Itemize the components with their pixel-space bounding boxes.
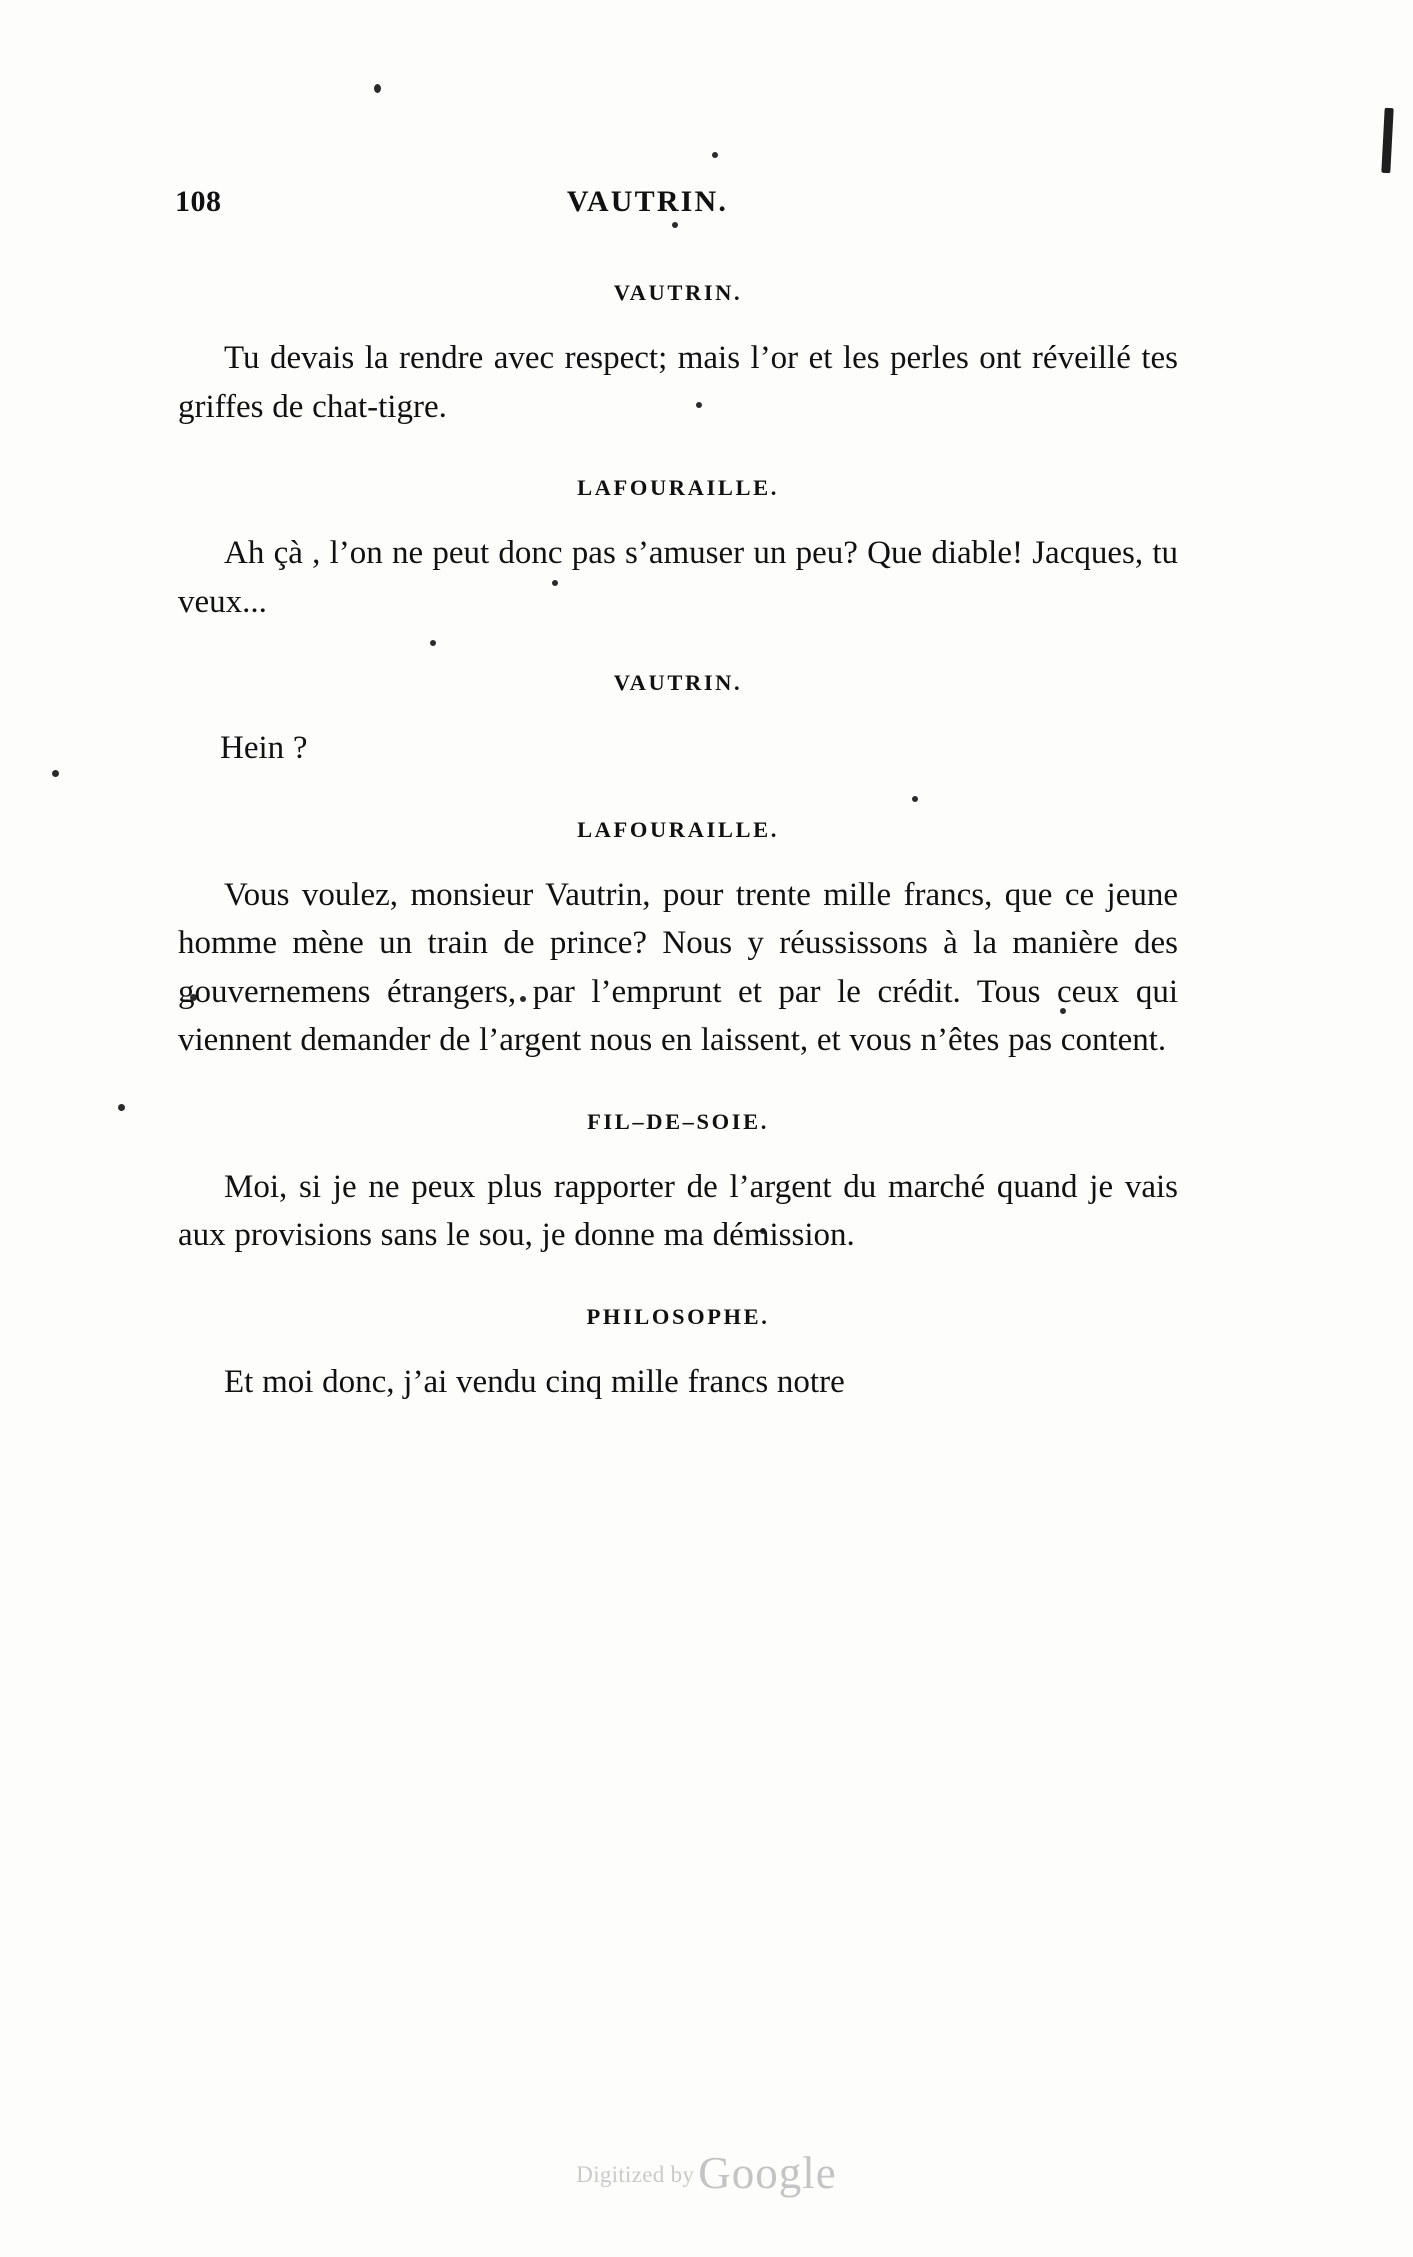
speech-text: Vous voulez, monsieur Vautrin, pour trente mille francs, que ce jeune homme mène un train de prince? Nous y réussissons à la manière des gouvernemens étrangers, par l’emprunt et par le crédit. Tous ceux qui viennent demander de l’argent nous en laissent, et vous n’êtes pas content. — [178, 876, 1178, 1058]
speech-text: Et moi donc, j’ai vendu cinq mille francs notre — [224, 1363, 845, 1400]
scan-speck — [52, 770, 59, 777]
dialogue-block-1 — [178, 475, 1178, 626]
speaker-name: LAFOURAILLE. — [577, 475, 779, 500]
scan-speck — [118, 1104, 125, 1111]
speech-text: Hein ? — [220, 730, 308, 766]
running-head — [175, 185, 1240, 225]
speaker-name: VAUTRIN. — [613, 670, 743, 695]
speech-text: Moi, si je ne peux plus rapporter de l’argent du marché quand je vais aux provisions sans le sou, je donne ma démission. — [178, 1168, 1178, 1253]
scan-speck — [712, 152, 718, 158]
speaker-name: FIL–DE–SOIE. — [587, 1108, 769, 1134]
scan-speck — [374, 84, 381, 93]
running-title: VAUTRIN. — [566, 185, 729, 218]
page-number: 108 — [175, 185, 222, 218]
speech-text: Tu devais la rendre avec respect; mais l’or et les perles ont réveillé tes griffes de chat-tigre. — [178, 340, 1178, 425]
digitized-by-label: Digitized by — [576, 2162, 695, 2187]
text-column — [178, 280, 1178, 1406]
dialogue-block-2 — [178, 670, 1178, 773]
speaker-name: PHILOSOPHE. — [586, 1303, 770, 1329]
scan-edge-mark — [1381, 108, 1393, 173]
dialogue-block-4 — [178, 1109, 1178, 1260]
speaker-name: VAUTRIN. — [613, 280, 743, 305]
dialogue-block-0 — [178, 280, 1178, 431]
speaker-name: LAFOURAILLE. — [577, 816, 779, 842]
dialogue-block-3 — [178, 817, 1178, 1065]
speech-text: Ah çà , l’on ne peut donc pas s’amuser un peu? Que diable! Jacques, tu veux... — [178, 535, 1178, 620]
dialogue-block-5 — [178, 1304, 1178, 1407]
google-wordmark: Google — [698, 2148, 837, 2198]
digitization-watermark — [0, 2147, 1413, 2199]
